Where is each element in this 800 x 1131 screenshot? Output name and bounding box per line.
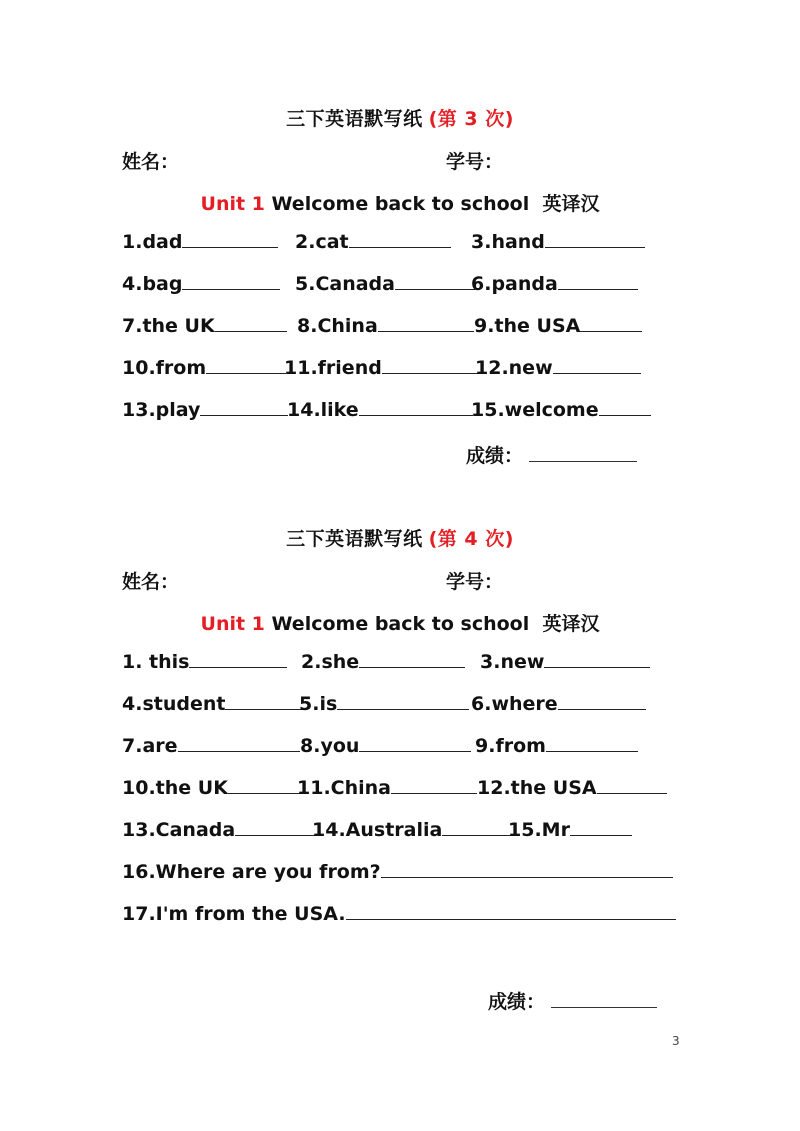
student-number-label: 学号： <box>446 571 504 593</box>
vocab-item: 10.from <box>122 357 286 379</box>
answer-blank[interactable] <box>178 750 300 752</box>
unit-heading <box>0 609 800 636</box>
vocab-item: 1. this <box>122 651 287 673</box>
vocab-item: 1.dad <box>122 231 278 253</box>
unit-number: Unit 1 <box>200 193 265 215</box>
vocab-item: 15.Mr <box>508 819 632 841</box>
translation-mode: 英译汉 <box>542 193 600 215</box>
answer-blank[interactable] <box>381 876 673 878</box>
vocab-item: 7.the UK <box>122 315 287 337</box>
page-number: 3 <box>672 1034 680 1048</box>
answer-blank[interactable] <box>580 330 642 332</box>
sentence-item: 17.I'm from the USA. <box>122 903 676 925</box>
unit-title: Welcome back to school <box>271 193 530 215</box>
sheet-title <box>0 104 800 131</box>
answer-blank[interactable] <box>228 792 306 794</box>
vocab-item: 12.the USA <box>477 777 667 799</box>
answer-blank[interactable] <box>545 246 645 248</box>
answer-blank[interactable] <box>597 792 667 794</box>
answer-blank[interactable] <box>225 708 305 710</box>
vocab-item: 3.hand <box>471 231 645 253</box>
vocab-item: 8.you <box>300 735 471 757</box>
vocab-item: 2.cat <box>295 231 451 253</box>
vocab-item: 2.she <box>301 651 465 673</box>
answer-blank[interactable] <box>359 750 471 752</box>
answer-blank[interactable] <box>337 708 469 710</box>
answer-blank[interactable] <box>599 414 651 416</box>
answer-blank[interactable] <box>570 834 632 836</box>
answer-blank[interactable] <box>359 414 473 416</box>
vocab-item: 5.Canada <box>295 273 475 295</box>
answer-blank[interactable] <box>544 666 650 668</box>
unit-heading <box>0 189 800 216</box>
vocab-item: 6.where <box>471 693 646 715</box>
answer-blank[interactable] <box>182 246 278 248</box>
sheet-round: (第 3 次) <box>428 108 514 130</box>
vocab-item: 7.are <box>122 735 300 757</box>
vocab-item: 13.Canada <box>122 819 319 841</box>
answer-blank[interactable] <box>382 372 478 374</box>
vocab-item: 14.like <box>287 399 473 421</box>
answer-blank[interactable] <box>395 288 475 290</box>
vocab-item: 10.the UK <box>122 777 306 799</box>
vocab-item: 14.Australia <box>312 819 520 841</box>
answer-blank[interactable] <box>349 246 451 248</box>
vocab-item: 13.play <box>122 399 288 421</box>
score-field <box>488 987 657 1014</box>
vocab-item: 15.welcome <box>471 399 651 421</box>
vocab-item: 4.student <box>122 693 305 715</box>
answer-blank[interactable] <box>378 330 474 332</box>
vocab-item: 9.the USA <box>474 315 642 337</box>
vocab-item: 4.bag <box>122 273 280 295</box>
score-field <box>466 441 637 468</box>
vocab-item: 6.panda <box>471 273 638 295</box>
score-label: 成绩： <box>488 991 546 1013</box>
score-label: 成绩： <box>466 445 524 467</box>
translation-mode: 英译汉 <box>542 613 600 635</box>
answer-blank[interactable] <box>206 372 286 374</box>
vocab-item: 3.new <box>480 651 650 673</box>
vocab-item: 11.friend <box>284 357 478 379</box>
answer-blank[interactable] <box>391 792 477 794</box>
answer-blank[interactable] <box>546 750 638 752</box>
sheet-title-text: 三下英语默写纸 <box>286 108 423 130</box>
vocab-item: 12.new <box>475 357 641 379</box>
name-label: 姓名： <box>122 151 180 173</box>
vocab-item: 5.is <box>299 693 469 715</box>
answer-blank[interactable] <box>235 834 319 836</box>
answer-blank[interactable] <box>359 666 465 668</box>
unit-number: Unit 1 <box>200 613 265 635</box>
vocab-item: 11.China <box>297 777 477 799</box>
score-blank[interactable] <box>529 460 637 462</box>
answer-blank[interactable] <box>346 918 676 920</box>
answer-blank[interactable] <box>558 288 638 290</box>
sentence-item: 16.Where are you from? <box>122 861 673 883</box>
answer-blank[interactable] <box>553 372 641 374</box>
student-number-label: 学号： <box>446 151 504 173</box>
name-label: 姓名： <box>122 571 180 593</box>
sheet-title-text: 三下英语默写纸 <box>286 528 423 550</box>
sheet-title <box>0 524 800 551</box>
answer-blank[interactable] <box>182 288 280 290</box>
answer-blank[interactable] <box>558 708 646 710</box>
answer-blank[interactable] <box>215 330 287 332</box>
vocab-item: 8.China <box>297 315 474 337</box>
sheet-round: (第 4 次) <box>428 528 514 550</box>
score-blank[interactable] <box>551 1006 657 1008</box>
unit-title: Welcome back to school <box>271 613 530 635</box>
answer-blank[interactable] <box>200 414 288 416</box>
answer-blank[interactable] <box>189 666 287 668</box>
vocab-item: 9.from <box>475 735 638 757</box>
